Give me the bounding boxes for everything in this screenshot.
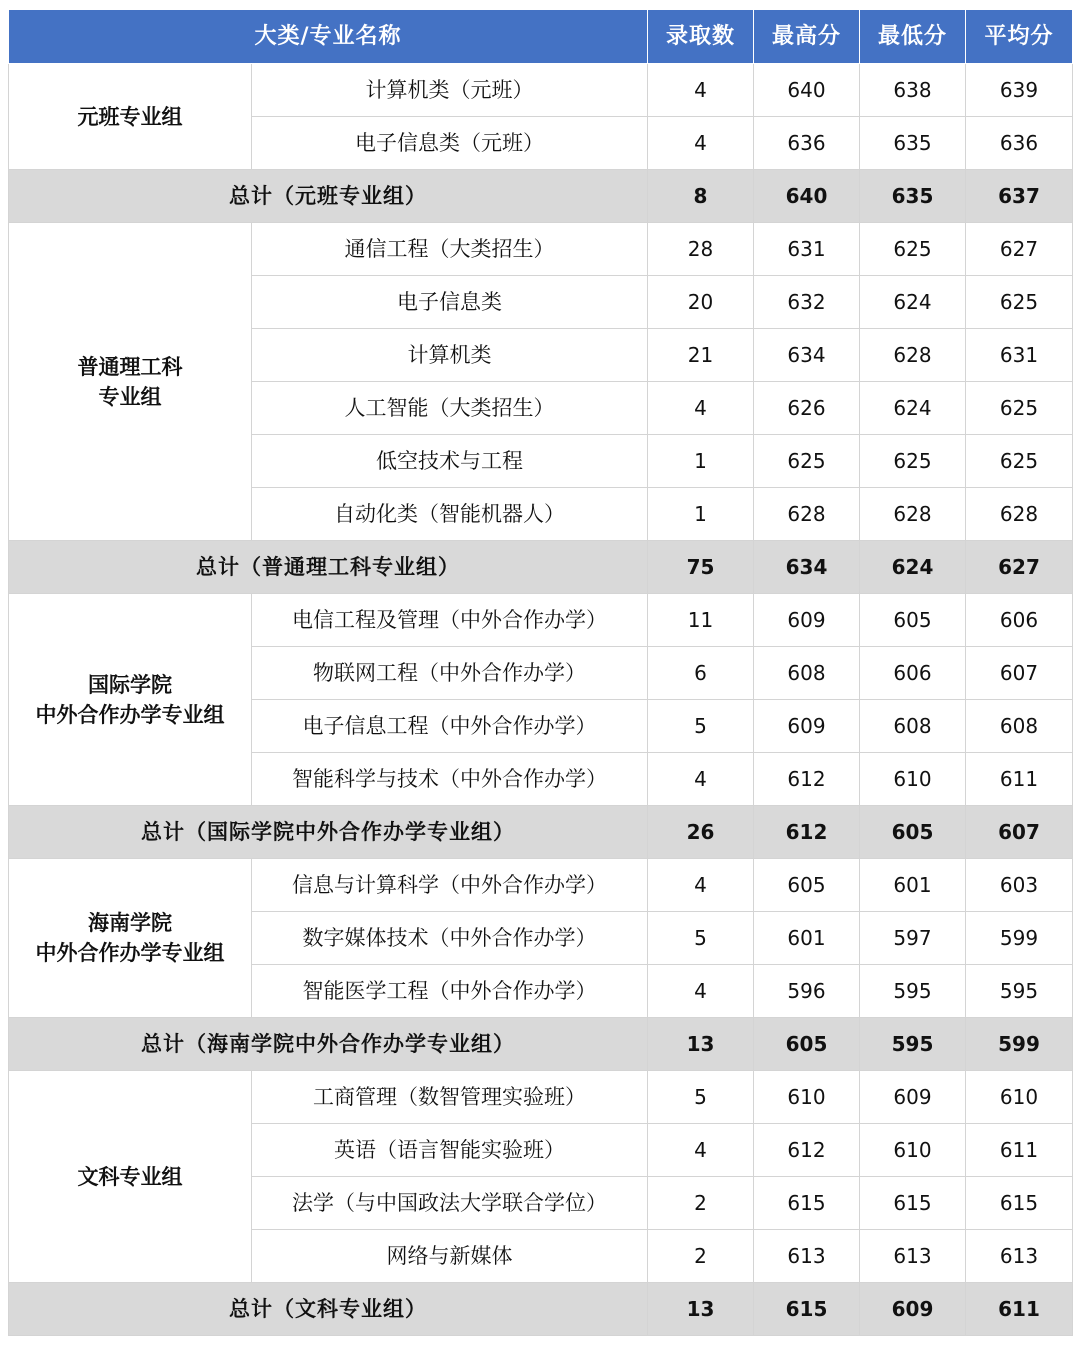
major-name-cell: 法学（与中国政法大学联合学位） <box>252 1177 648 1230</box>
major-name-cell: 工商管理（数智管理实验班） <box>252 1071 648 1124</box>
admitted-count-cell: 5 <box>648 700 754 753</box>
max-score-cell: 628 <box>754 488 860 541</box>
table-row <box>9 1071 1073 1124</box>
min-score-cell: 605 <box>860 594 966 647</box>
major-name-cell: 电子信息工程（中外合作办学） <box>252 700 648 753</box>
min-score-cell: 625 <box>860 435 966 488</box>
subtotal-label: 总计（普通理工科专业组） <box>9 541 648 594</box>
admitted-count-cell: 4 <box>648 1124 754 1177</box>
subtotal-row <box>9 1018 1073 1071</box>
subtotal-min-score: 624 <box>860 541 966 594</box>
table-header <box>9 10 1073 64</box>
subtotal-min-score: 605 <box>860 806 966 859</box>
avg-score-cell: 610 <box>966 1071 1073 1124</box>
max-score-cell: 631 <box>754 223 860 276</box>
max-score-cell: 625 <box>754 435 860 488</box>
major-name-cell: 智能医学工程（中外合作办学） <box>252 965 648 1018</box>
min-score-cell: 628 <box>860 488 966 541</box>
admitted-count-cell: 4 <box>648 117 754 170</box>
max-score-cell: 612 <box>754 1124 860 1177</box>
major-name-cell: 英语（语言智能实验班） <box>252 1124 648 1177</box>
max-score-cell: 615 <box>754 1177 860 1230</box>
min-score-cell: 624 <box>860 382 966 435</box>
major-name-cell: 电子信息类 <box>252 276 648 329</box>
min-score-cell: 597 <box>860 912 966 965</box>
avg-score-cell: 625 <box>966 382 1073 435</box>
group-name-line: 元班专业组 <box>77 104 183 129</box>
min-score-cell: 638 <box>860 64 966 117</box>
subtotal-max-score: 615 <box>754 1283 860 1336</box>
header-max-score: 最高分 <box>754 10 860 64</box>
max-score-cell: 610 <box>754 1071 860 1124</box>
min-score-cell: 610 <box>860 1124 966 1177</box>
major-name-cell: 物联网工程（中外合作办学） <box>252 647 648 700</box>
admitted-count-cell: 1 <box>648 435 754 488</box>
avg-score-cell: 636 <box>966 117 1073 170</box>
group-name-line: 海南学院 <box>88 911 172 935</box>
max-score-cell: 613 <box>754 1230 860 1283</box>
group-name-line: 中外合作办学专业组 <box>35 941 225 965</box>
max-score-cell: 596 <box>754 965 860 1018</box>
max-score-cell: 609 <box>754 594 860 647</box>
min-score-cell: 628 <box>860 329 966 382</box>
min-score-cell: 601 <box>860 859 966 912</box>
admitted-count-cell: 21 <box>648 329 754 382</box>
subtotal-max-score: 605 <box>754 1018 860 1071</box>
table-row <box>9 859 1073 912</box>
major-name-cell: 通信工程（大类招生） <box>252 223 648 276</box>
major-name-cell: 自动化类（智能机器人） <box>252 488 648 541</box>
avg-score-cell: 631 <box>966 329 1073 382</box>
subtotal-min-score: 595 <box>860 1018 966 1071</box>
avg-score-cell: 613 <box>966 1230 1073 1283</box>
subtotal-label: 总计（元班专业组） <box>9 170 648 223</box>
min-score-cell: 635 <box>860 117 966 170</box>
subtotal-label: 总计（国际学院中外合作办学专业组） <box>9 806 648 859</box>
subtotal-min-score: 609 <box>860 1283 966 1336</box>
group-name-line: 文科专业组 <box>77 1164 183 1189</box>
max-score-cell: 640 <box>754 64 860 117</box>
major-name-cell: 计算机类 <box>252 329 648 382</box>
avg-score-cell: 599 <box>966 912 1073 965</box>
max-score-cell: 634 <box>754 329 860 382</box>
major-name-cell: 信息与计算科学（中外合作办学） <box>252 859 648 912</box>
group-name-line: 普通理工科 <box>77 354 183 379</box>
table-row <box>9 223 1073 276</box>
avg-score-cell: 611 <box>966 1124 1073 1177</box>
admitted-count-cell: 5 <box>648 1071 754 1124</box>
admitted-count-cell: 2 <box>648 1230 754 1283</box>
subtotal-admitted: 13 <box>648 1283 754 1336</box>
admitted-count-cell: 11 <box>648 594 754 647</box>
min-score-cell: 610 <box>860 753 966 806</box>
max-score-cell: 605 <box>754 859 860 912</box>
avg-score-cell: 625 <box>966 276 1073 329</box>
subtotal-row <box>9 1283 1073 1336</box>
avg-score-cell: 639 <box>966 64 1073 117</box>
max-score-cell: 608 <box>754 647 860 700</box>
admission-scores-table <box>8 9 1073 1336</box>
header-category: 大类/专业名称 <box>9 10 648 64</box>
min-score-cell: 615 <box>860 1177 966 1230</box>
group-name-line: 中外合作办学专业组 <box>35 702 225 727</box>
subtotal-max-score: 612 <box>754 806 860 859</box>
max-score-cell: 636 <box>754 117 860 170</box>
admitted-count-cell: 28 <box>648 223 754 276</box>
max-score-cell: 609 <box>754 700 860 753</box>
admitted-count-cell: 4 <box>648 965 754 1018</box>
subtotal-admitted: 26 <box>648 806 754 859</box>
avg-score-cell: 625 <box>966 435 1073 488</box>
min-score-cell: 595 <box>860 965 966 1018</box>
admitted-count-cell: 1 <box>648 488 754 541</box>
major-name-cell: 智能科学与技术（中外合作办学） <box>252 753 648 806</box>
header-min-score: 最低分 <box>860 10 966 64</box>
group-name-cell <box>9 1071 252 1283</box>
admitted-count-cell: 4 <box>648 753 754 806</box>
group-name-cell <box>9 859 252 1018</box>
major-name-cell: 网络与新媒体 <box>252 1230 648 1283</box>
subtotal-row <box>9 806 1073 859</box>
avg-score-cell: 607 <box>966 647 1073 700</box>
min-score-cell: 613 <box>860 1230 966 1283</box>
group-name-cell <box>9 223 252 541</box>
group-name-cell <box>9 64 252 170</box>
subtotal-max-score: 634 <box>754 541 860 594</box>
major-name-cell: 电信工程及管理（中外合作办学） <box>252 594 648 647</box>
major-name-cell: 人工智能（大类招生） <box>252 382 648 435</box>
subtotal-max-score: 640 <box>754 170 860 223</box>
subtotal-row <box>9 170 1073 223</box>
header-avg-score: 平均分 <box>966 10 1073 64</box>
group-name-line: 专业组 <box>98 384 162 409</box>
avg-score-cell: 627 <box>966 223 1073 276</box>
subtotal-row <box>9 541 1073 594</box>
avg-score-cell: 611 <box>966 753 1073 806</box>
subtotal-admitted: 8 <box>648 170 754 223</box>
admitted-count-cell: 5 <box>648 912 754 965</box>
table-row <box>9 64 1073 117</box>
avg-score-cell: 628 <box>966 488 1073 541</box>
subtotal-avg-score: 611 <box>966 1283 1073 1336</box>
subtotal-avg-score: 599 <box>966 1018 1073 1071</box>
min-score-cell: 624 <box>860 276 966 329</box>
major-name-cell: 电子信息类（元班） <box>252 117 648 170</box>
header-row <box>9 10 1073 64</box>
table-row <box>9 594 1073 647</box>
subtotal-label: 总计（文科专业组） <box>9 1283 648 1336</box>
subtotal-avg-score: 607 <box>966 806 1073 859</box>
avg-score-cell: 603 <box>966 859 1073 912</box>
subtotal-label: 总计（海南学院中外合作办学专业组） <box>9 1018 648 1071</box>
max-score-cell: 612 <box>754 753 860 806</box>
min-score-cell: 625 <box>860 223 966 276</box>
admitted-count-cell: 6 <box>648 647 754 700</box>
subtotal-avg-score: 637 <box>966 170 1073 223</box>
header-admitted: 录取数 <box>648 10 754 64</box>
avg-score-cell: 615 <box>966 1177 1073 1230</box>
admitted-count-cell: 4 <box>648 859 754 912</box>
subtotal-avg-score: 627 <box>966 541 1073 594</box>
min-score-cell: 609 <box>860 1071 966 1124</box>
admitted-count-cell: 4 <box>648 382 754 435</box>
group-name-cell <box>9 594 252 806</box>
admitted-count-cell: 4 <box>648 64 754 117</box>
major-name-cell: 低空技术与工程 <box>252 435 648 488</box>
subtotal-admitted: 75 <box>648 541 754 594</box>
group-name-line: 国际学院 <box>88 672 172 697</box>
max-score-cell: 632 <box>754 276 860 329</box>
max-score-cell: 601 <box>754 912 860 965</box>
subtotal-min-score: 635 <box>860 170 966 223</box>
major-name-cell: 数字媒体技术（中外合作办学） <box>252 912 648 965</box>
avg-score-cell: 606 <box>966 594 1073 647</box>
max-score-cell: 626 <box>754 382 860 435</box>
table-body <box>9 64 1073 1336</box>
admitted-count-cell: 2 <box>648 1177 754 1230</box>
avg-score-cell: 595 <box>966 965 1073 1018</box>
major-name-cell: 计算机类（元班） <box>252 64 648 117</box>
subtotal-admitted: 13 <box>648 1018 754 1071</box>
admitted-count-cell: 20 <box>648 276 754 329</box>
avg-score-cell: 608 <box>966 700 1073 753</box>
min-score-cell: 608 <box>860 700 966 753</box>
min-score-cell: 606 <box>860 647 966 700</box>
